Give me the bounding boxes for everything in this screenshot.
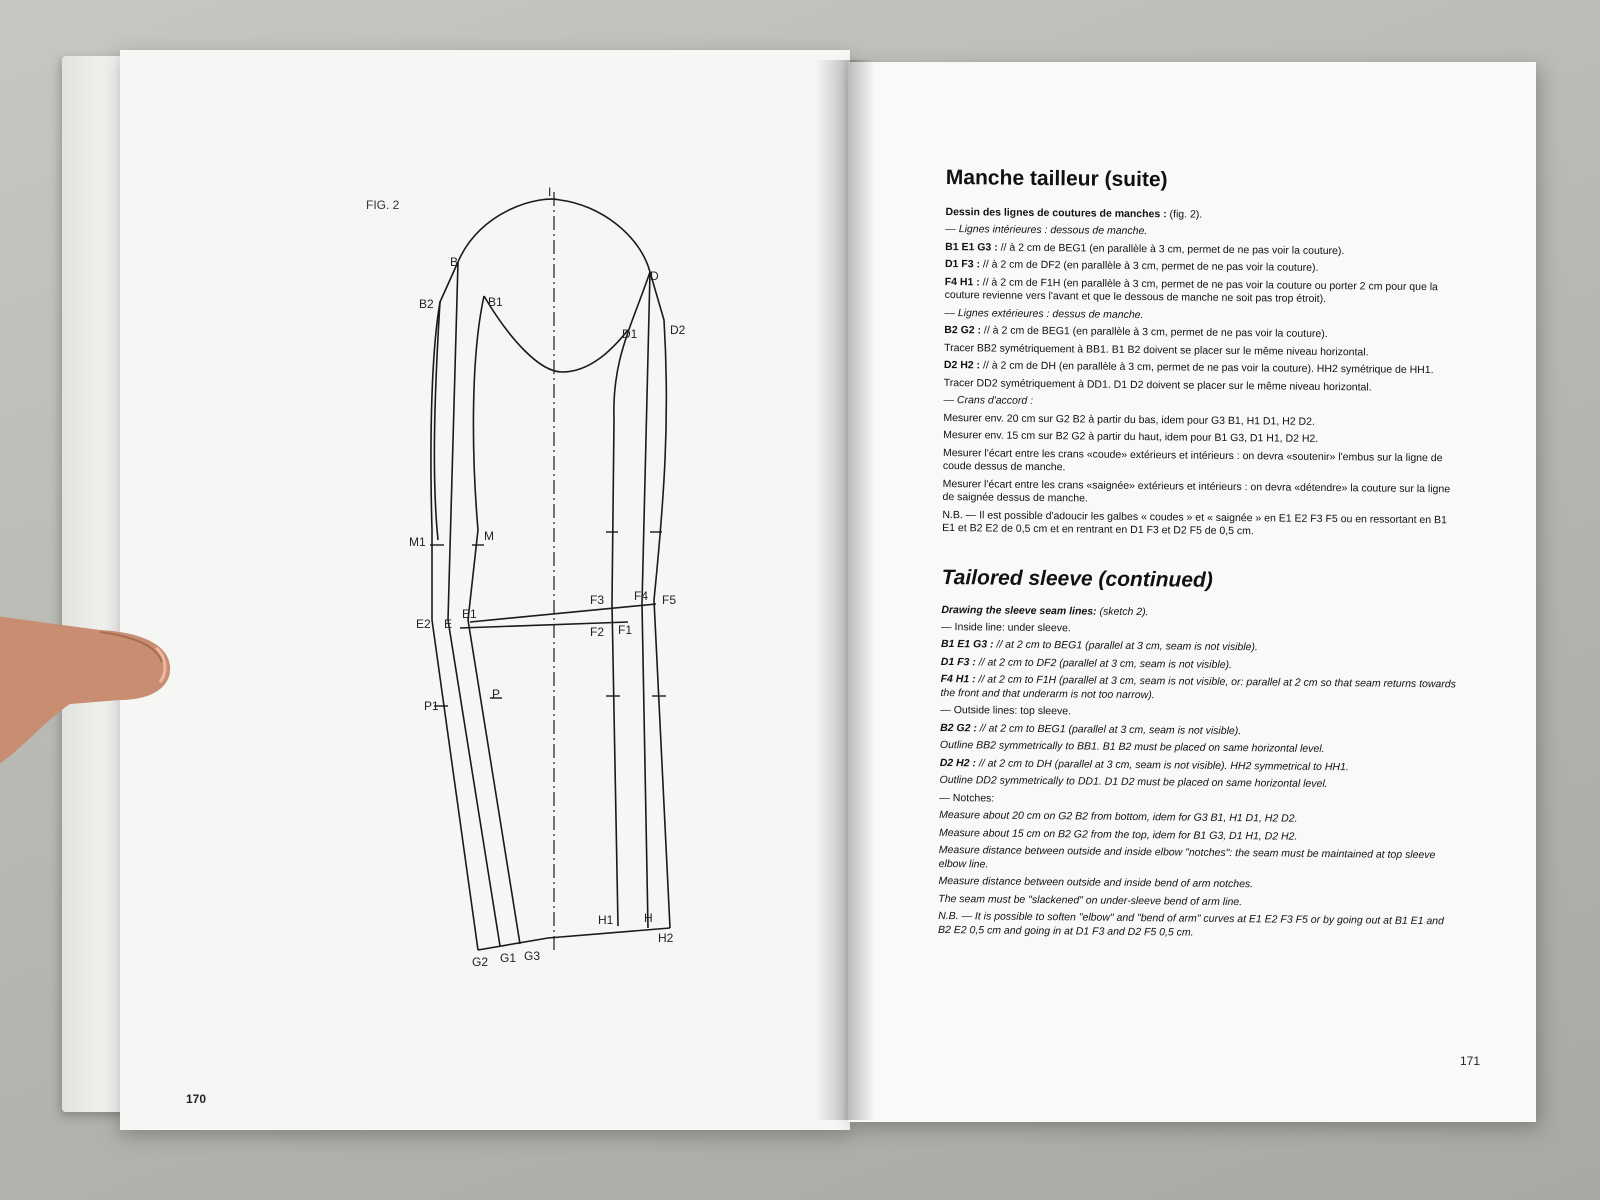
english-notch-line: Measure distance between outside and inside elbow "notches": the seam must be maintained at top sleeve elbow line. xyxy=(938,843,1436,870)
point-label-b: B xyxy=(450,255,459,269)
point-label-b1: B1 xyxy=(488,295,503,309)
point-label-g3: G3 xyxy=(524,949,541,963)
point-label-h: H xyxy=(644,911,653,925)
point-label-e: E xyxy=(444,617,453,631)
point-label-d1: D1 xyxy=(622,327,638,341)
point-label-d2: D2 xyxy=(670,323,686,337)
point-label-g2: G2 xyxy=(472,955,489,969)
french-notch-line: Mesurer env. 20 cm sur G2 B2 à partir du bas, idem pour G3 B1, H1 D1, H2 D2. xyxy=(943,411,1315,428)
point-label-d: D xyxy=(650,269,659,283)
french-inner-heading: — Lignes intérieures : dessous de manche. xyxy=(945,222,1148,238)
point-label-e1: E1 xyxy=(462,607,477,621)
point-label-h2: H2 xyxy=(658,931,674,945)
french-notch-heading: — Crans d'accord : xyxy=(943,393,1034,407)
hem-line xyxy=(478,928,670,950)
point-label-f2: F2 xyxy=(590,625,605,639)
english-outer-line: B2 G2 : // at 2 cm to BEG1 (parallel at 3 cm, seam is not visible). xyxy=(940,721,1242,737)
french-outer-line: D2 H2 : // à 2 cm de DH (en parallèle à 3 cm, permet de ne pas voir la couture). HH2 symétrique de HH1. xyxy=(943,358,1434,377)
english-notch-line: Measure distance between outside and inside bend of arm notches. xyxy=(938,874,1254,891)
french-title: Manche tailleur (suite) xyxy=(945,166,1168,192)
french-line: F4 H1 : // à 2 cm de F1H (en parallèle à 3 cm, permet de ne pas voir la couture ou porter 2 cm pour que la couture revienne vers l'avant et que le dessous de manche ne soit pas trop étroit). xyxy=(944,275,1438,305)
point-label-f5: F5 xyxy=(662,593,677,607)
french-subtitle: Dessin des lignes de coutures de manches : (fig. 2). xyxy=(945,205,1203,221)
point-label-f4: F4 xyxy=(634,589,649,603)
french-line: D1 F3 : // à 2 cm de DF2 (en parallèle à 3 cm, permet de ne pas voir la couture). xyxy=(944,257,1319,274)
english-subtitle: Drawing the sleeve seam lines: (sketch 2). xyxy=(941,603,1149,618)
instructions-column xyxy=(938,166,1466,946)
english-line: B1 E1 G3 : // at 2 cm to BEG1 (parallel at 3 cm, seam is not visible). xyxy=(940,637,1258,654)
point-label-m: M xyxy=(484,529,494,543)
right-page-number: 171 xyxy=(1460,1054,1481,1068)
english-nb: N.B. — It is possible to soften "elbow" and "bend of arm" curves at E1 E2 F3 F5 or by going out at B1 E1 and B2 E2 0,5 cm and going in at D1 F3 and D2 F5 0,5 cm. xyxy=(937,909,1444,939)
figure-label: FIG. 2 xyxy=(366,198,400,212)
english-inner-heading: — Inside line: under sleeve. xyxy=(941,620,1071,634)
english-notch-line: Measure about 15 cm on B2 G2 from the top, idem for B1 G3, D1 H1, D2 H2. xyxy=(938,826,1298,843)
french-outer-heading: — Lignes extérieures : dessus de manche. xyxy=(944,306,1144,321)
english-line: F4 H1 : // at 2 cm to F1H (parallel at 3 cm, seam is not visible, or: parallel at 2 cm so that seam returns towards the front and that underarm is not too narrow). xyxy=(940,672,1456,701)
english-notch-heading: — Notches: xyxy=(939,791,995,805)
english-outer-line: Outline BB2 symmetrically to BB1. B1 B2 must be placed on same horizontal level. xyxy=(939,738,1325,755)
under-sleeve-curve xyxy=(484,296,628,372)
point-label-g1: G1 xyxy=(500,951,517,965)
french-line: B1 E1 G3 : // à 2 cm de BEG1 (en parallèle à 3 cm, permet de ne pas voir la couture). xyxy=(945,240,1345,257)
point-label-m1: M1 xyxy=(409,535,426,549)
english-notch-line: The seam must be "slackened" on under-sleeve bend of arm line. xyxy=(938,892,1243,908)
french-outer-line: Tracer DD2 symétriquement à DD1. D1 D2 doivent se placer sur le même niveau horizontal. xyxy=(943,376,1372,393)
english-line: D1 F3 : // at 2 cm to DF2 (parallel at 3 cm, seam is not visible). xyxy=(940,655,1233,671)
english-title: Tailored sleeve (continued) xyxy=(941,565,1213,592)
point-label-f1: F1 xyxy=(618,623,633,637)
left-page-number: 170 xyxy=(186,1092,207,1106)
english-outer-line: Outline DD2 symmetrically to DD1. D1 D2 must be placed on same horizontal level. xyxy=(939,773,1328,791)
french-notch-line: Mesurer l'écart entre les crans «saignée» extérieurs et intérieurs : on devra «détendre» la couture sur la ligne de saignée dessus de manche. xyxy=(942,477,1451,505)
point-label-b2: B2 xyxy=(419,297,434,311)
point-label-i: I xyxy=(548,185,552,199)
point-label-h1: H1 xyxy=(598,913,614,927)
point-label-p: P xyxy=(492,687,501,701)
point-label-p1: P1 xyxy=(424,699,439,713)
french-outer-line: B2 G2 : // à 2 cm de BEG1 (en parallèle à 3 cm, permet de ne pas voir la couture). xyxy=(944,323,1328,341)
english-notch-line: Measure about 20 cm on G2 B2 from bottom, idem for G3 B1, H1 D1, H2 D2. xyxy=(939,808,1298,825)
hand-holding-page xyxy=(0,614,190,774)
french-notch-line: Mesurer env. 15 cm sur B2 G2 à partir du haut, idem pour B1 G3, D1 H1, D2 H2. xyxy=(943,428,1319,445)
point-label-e2: E2 xyxy=(416,617,431,631)
point-label-f3: F3 xyxy=(590,593,605,607)
english-outer-heading: — Outside lines: top sleeve. xyxy=(940,703,1072,718)
elbow-line-upper xyxy=(470,604,656,622)
french-outer-line: Tracer BB2 symétriquement à BB1. B1 B2 doivent se placer sur le même niveau horizontal. xyxy=(944,341,1369,358)
french-nb: N.B. — Il est possible d'adoucir les galbes « coudes » et « saignée » en E1 E2 F3 F5 ou en ressortant en B1 E1 et B2 E2 de 0,5 cm et en rentrant en D1 F3 et D2 F5 de 0,5 cm. xyxy=(942,508,1447,538)
english-outer-line: D2 H2 : // at 2 cm to DH (parallel at 3 cm, seam is not visible). HH2 symmetrical to HH1. xyxy=(939,756,1349,773)
seam-line-b xyxy=(448,262,500,946)
french-notch-line: Mesurer l'écart entre les crans «coude» extérieurs et intérieurs : on devra «soutenir» l'embus sur la ligne de coude dessus de manche. xyxy=(942,446,1443,474)
